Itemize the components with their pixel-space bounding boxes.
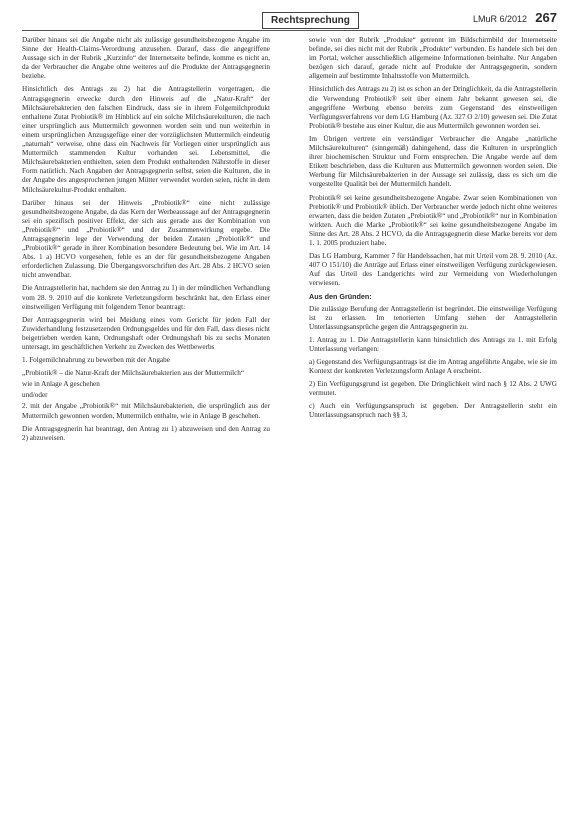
paragraph: sowie von der Rubrik „Produkte“ getrennt im Bildschirmbild der Internetseite befinde, sei dies nicht mit der Rubrik „Produkte“ verbunden. Es handele sich bei den im Portal, welcher ausschließlich allgemeine Informationen beinhalte. Nur Angaben bezögen sich darauf, gerade nicht auf Produkte der Antragsgegnerin, sondern allgemein auf bestimmte Inhaltsstoffe von Muttermilch.	[309, 36, 557, 81]
paragraph: Probiotik® sei keine gesundheitsbezogene Angabe. Zwar seien Kombinationen von Prebiotik® und Probiotik® üblich. Der Verbraucher werde jedoch nicht ohne weiteres erwarten, dass die beiden Zutaten „Prebiotik®“ und „Probiotik®“ nur in Kombination wirkten. Auch die Marke „Probiotik®“ sei keine gesundheitsbezogene Angabe im Sinne des Art. 28 Abs. 2 HCVO, da die Antragsgegnerin diese Marke bereits vor dem 1. 1. 2005 produziert habe.	[309, 193, 557, 247]
page-header	[22, 10, 557, 31]
reasons-heading: Aus den Gründen:	[309, 292, 372, 302]
right-text-column	[309, 36, 557, 425]
numbered-item: 2. mit der Angabe „Probiotik®“ mit Milchsäurebakterien, die ursprünglich aus der Muttermilch gewonnen worden, Muttermilch enthalte, wie in Anlage B geschehen.	[22, 402, 270, 420]
paragraph: Das LG Hamburg, Kammer 7 für Handelssachen, hat mit Urteil vom 28. 9. 2010 (Az. 407 O 151/10) die Anträge auf Erlass einer einstweiligen Verfügung zurückgewiesen. Auf das Urteil des Landgerichts wird zur Vermeidung von Wiederholungen verwiesen.	[309, 252, 557, 288]
quoted-claim: „Probiotik® – die Natur-Kraft der Milchsäurebakterien aus der Muttermilch“	[22, 369, 245, 378]
journal-reference: LMuR 6/2012	[472, 14, 527, 24]
paragraph: Die zulässige Berufung der Antragstellerin ist begründet. Die einstweilige Verfügung ist zu erlassen. Im tenorierten Umfang stehen der Antragstellerin Unterlassungsansprüche gegen die Antragsgegnerin zu.	[309, 304, 557, 331]
paragraph: wie in Anlage A geschehen	[22, 380, 100, 389]
paragraph: Im Übrigen vertrete ein verständiger Verbraucher die Angabe „natürliche Milchsäurekulturen“ (sinngemäß) dahingehend, dass die Kulturen in ursprünglich ihrer biochemischen Struktur und Form entsprechen. Die Angabe werde auf dem Etikett beschrieben, dass die Kulturen aus Muttermilch gewonnen worden seien. Die Werbung für Milchsäurebakterien in der Aussage sei zulässig, dass es sich um die vorgestellte Qualität bei der Muttermilch handelt.	[309, 134, 557, 189]
paragraph: 2) Ein Verfügungsgrund ist gegeben. Die Dringlichkeit wird nach § 12 Abs. 2 UWG vermutet.	[309, 380, 557, 398]
paragraph: Hinsichtlich des Antrags zu 2) ist es schon an der Dringlichkeit, da die Antragstellerin die Verwendung Probiotik® seit über einem Jahr bekannt gewesen sei, die angegriffene Werbung ebenso bereits zum Gegenstand des einstweiligen Verfügungsverfahrens vor dem LG Hamburg (Az. 327 O 2/10) gewesen sei. Die Zutat Probiotik® bestehe aus einer Kultur, die aus Muttermilch gewonnen worden sei.	[309, 85, 557, 130]
left-text-column	[22, 36, 270, 447]
paragraph: Der Antragsgegnerin wird bei Meidung eines vom Gericht für jeden Fall der Zuwiderhandlung festzusetzenden Ordnungsgeldes und für den Fall, dass dieses nicht beigetrieben werden kann, Ordnungshaft oder Ordnungshaft bis zu sechs Monaten untersagt, im geschäftlichen Verkehr zu Zwecken des Wettbewerbs	[22, 315, 270, 351]
paragraph: Darüber hinaus sei der Hinweis „Probiotik®“ eine nicht zulässige gesundheitsbezogene Angabe, da das Kern der Werbeaussage auf der Antragsgegnerin sei ein spezifisch positiver Effekt, der sich aus gerade aus der Kombination von „Prebiotik®“ und „Probiotik®“ und der Zusammenwirkung ergebe. Die Antragsgegnerin lege der Verwendung der beiden Zutaten „Prebiotik®“ und „Probiotik®“ gerade in ihrer Kombination besondere Bedeutung bei. Wie im Art. 14 Abs. 1 a) HCVO vorgesehen, fehle es an der für gesundheitsbezogene Angaben erforderlichen Zulassung. Die Übergangsvorschriften des Art. 28 Abs. 2 HCVO seien nicht anwendbar.	[22, 198, 270, 280]
page-number: 267	[535, 10, 557, 25]
paragraph: Die Antragstellerin hat, nachdem sie den Antrag zu 1) in der mündlichen Verhandlung vom 28. 9. 2010 auf die konkrete Verletzungsform beschränkt hat, den Erlass einer einstweiligen Verfügung mit folgendem Tenor beantragt:	[22, 284, 270, 311]
paragraph: c) Auch ein Verfügungsanspruch ist gegeben. Der Antragstellerin steht ein Unterlassungsanspruch nach §§ 3,	[309, 402, 557, 420]
paragraph: a) Gegenstand des Verfügungsantrags ist die im Antrag angeführte Angabe, wie sie im Kontext der konkreten Verletzungsform Anlage A erscheint.	[309, 358, 557, 376]
section-label: Rechtsprechung	[262, 12, 359, 29]
conjunction: und/oder	[22, 391, 48, 400]
numbered-item: 1. Antrag zu 1. Die Antragstellerin kann hinsichtlich des Antrags zu 1. mit Erfolg Unterlassung verlangen:	[309, 335, 557, 353]
paragraph: Die Antragsgegnerin hat beantragt, den Antrag zu 1) abzuweisen und den Antrag zu 2) abzuweisen.	[22, 424, 270, 442]
paragraph: Hinsichtlich des Antrags zu 2) hat die Antragstellerin vorgetragen, die Antragsgegnerin erwecke durch den Hinweis auf die „Natur-Kraft“ der Milchsäurebakterien den falschen Eindruck, dass sie in ihrem Folgemilchprodukt enthaltene Zutat Probiotik® im Hinblick auf ein solche Milchsäurekulturen, die nach einer ursprünglich aus Muttermilch gewonnen worden sein und nun weiterhin in einem ursprünglichen Anzugsgefüge einer der vorzüglichsten Muttermilch eindeutig „naturnah“ verweise, ohne dass ein Nachweis für Vorliegen einer ursprünglich aus Muttermilch stammenden Kultur vorhanden sei. Lebensmittel, die Milchsäurebakterien enthielten, seien dem Produkt enthaltenden Nährstoffe in dieser Form natürlich. Nach Angaben der Antragsgegnerin selbst, seien die Kulturen, die in der Angabe des angesprochenen jungen Mütter verwendet worden seien, nicht in dem Milchsäurekultur-Produkt enthalten.	[22, 85, 270, 194]
paragraph: Darüber hinaus sei die Angabe nicht als zulässige gesundheitsbezogene Angabe im Sinne der Health-Claims-Verordnung anzusehen. Darauf, dass die angegriffene Aussage sich in der Rubrik „Kurzinfo“ der Internetseite befinde, komme es nicht an, da der Verbraucher die Angabe ohne weiteres auf die Produkte der Antragsgegnerin beziehe.	[22, 36, 270, 81]
numbered-item: 1. Folgemilchnahrung zu bewerben mit der Angabe	[22, 356, 170, 365]
